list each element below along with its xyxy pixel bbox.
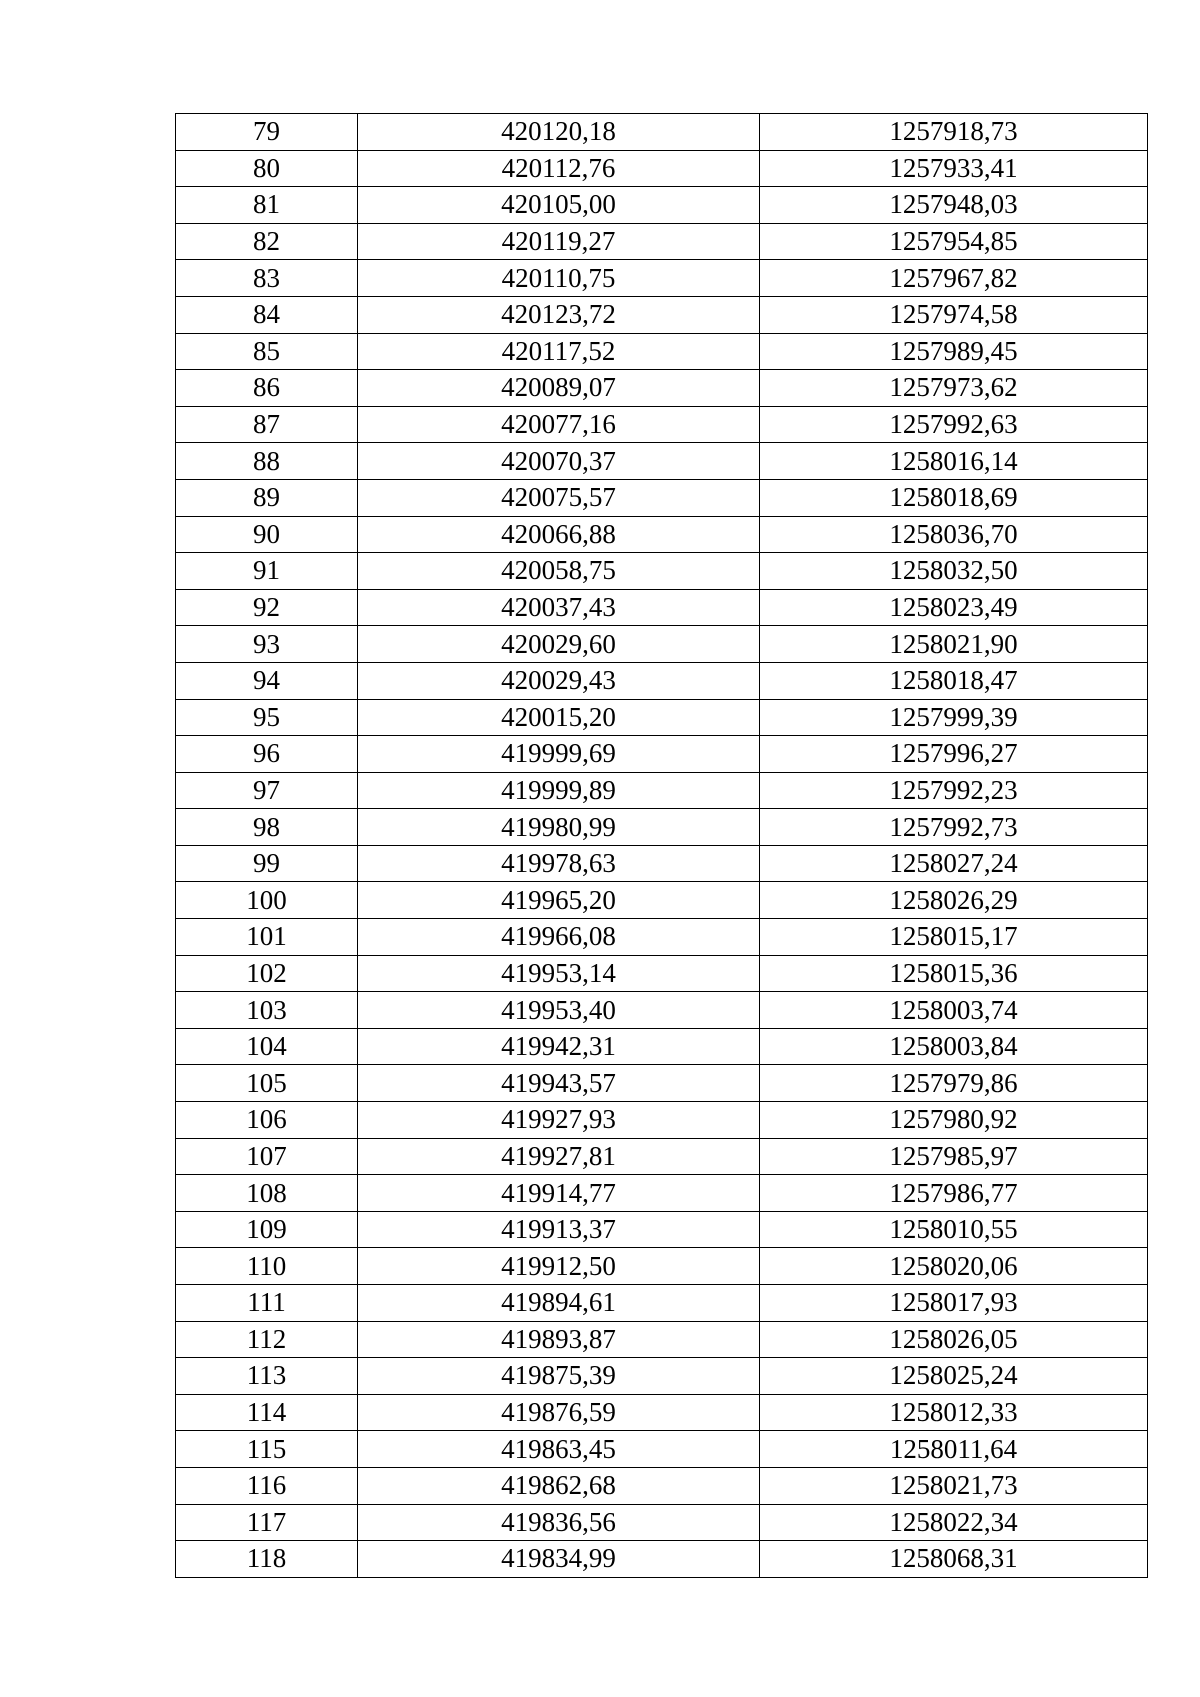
x-coordinate-cell: 420112,76 — [358, 150, 760, 187]
y-coordinate-cell: 1257954,85 — [760, 223, 1148, 260]
table-row — [176, 1541, 1148, 1578]
point-number-cell: 91 — [176, 553, 358, 590]
x-coordinate-cell: 420075,57 — [358, 479, 760, 516]
point-number-cell: 93 — [176, 626, 358, 663]
table-row — [176, 223, 1148, 260]
x-coordinate-cell: 419894,61 — [358, 1285, 760, 1322]
point-number-cell: 109 — [176, 1211, 358, 1248]
table-row — [176, 406, 1148, 443]
table-row — [176, 772, 1148, 809]
x-coordinate-cell: 420037,43 — [358, 589, 760, 626]
x-coordinate-cell: 419966,08 — [358, 919, 760, 956]
point-number-cell: 106 — [176, 1102, 358, 1139]
y-coordinate-cell: 1257979,86 — [760, 1065, 1148, 1102]
point-number-cell: 95 — [176, 699, 358, 736]
coordinates-table — [175, 113, 1148, 1578]
y-coordinate-cell: 1258022,34 — [760, 1504, 1148, 1541]
x-coordinate-cell: 420029,60 — [358, 626, 760, 663]
table-row — [176, 955, 1148, 992]
y-coordinate-cell: 1258032,50 — [760, 553, 1148, 590]
table-row — [176, 479, 1148, 516]
y-coordinate-cell: 1258018,47 — [760, 662, 1148, 699]
point-number-cell: 96 — [176, 736, 358, 773]
table-row — [176, 736, 1148, 773]
point-number-cell: 84 — [176, 296, 358, 333]
x-coordinate-cell: 419862,68 — [358, 1467, 760, 1504]
y-coordinate-cell: 1258026,05 — [760, 1321, 1148, 1358]
table-row — [176, 1028, 1148, 1065]
y-coordinate-cell: 1258011,64 — [760, 1431, 1148, 1468]
x-coordinate-cell: 419834,99 — [358, 1541, 760, 1578]
table-row — [176, 516, 1148, 553]
point-number-cell: 94 — [176, 662, 358, 699]
table-row — [176, 1248, 1148, 1285]
y-coordinate-cell: 1258003,84 — [760, 1028, 1148, 1065]
y-coordinate-cell: 1258036,70 — [760, 516, 1148, 553]
y-coordinate-cell: 1257992,73 — [760, 809, 1148, 846]
point-number-cell: 99 — [176, 845, 358, 882]
point-number-cell: 83 — [176, 260, 358, 297]
x-coordinate-cell: 419953,14 — [358, 955, 760, 992]
table-row — [176, 882, 1148, 919]
y-coordinate-cell: 1258015,17 — [760, 919, 1148, 956]
table-row — [176, 443, 1148, 480]
table-row — [176, 333, 1148, 370]
table-row — [176, 992, 1148, 1029]
x-coordinate-cell: 419893,87 — [358, 1321, 760, 1358]
x-coordinate-cell: 420110,75 — [358, 260, 760, 297]
point-number-cell: 103 — [176, 992, 358, 1029]
y-coordinate-cell: 1258003,74 — [760, 992, 1148, 1029]
point-number-cell: 114 — [176, 1394, 358, 1431]
x-coordinate-cell: 419942,31 — [358, 1028, 760, 1065]
point-number-cell: 117 — [176, 1504, 358, 1541]
table-row — [176, 626, 1148, 663]
point-number-cell: 112 — [176, 1321, 358, 1358]
point-number-cell: 113 — [176, 1358, 358, 1395]
y-coordinate-cell: 1257992,23 — [760, 772, 1148, 809]
point-number-cell: 82 — [176, 223, 358, 260]
y-coordinate-cell: 1257986,77 — [760, 1175, 1148, 1212]
x-coordinate-cell: 420123,72 — [358, 296, 760, 333]
y-coordinate-cell: 1258027,24 — [760, 845, 1148, 882]
x-coordinate-cell: 419912,50 — [358, 1248, 760, 1285]
point-number-cell: 110 — [176, 1248, 358, 1285]
y-coordinate-cell: 1257992,63 — [760, 406, 1148, 443]
table-row — [176, 150, 1148, 187]
point-number-cell: 108 — [176, 1175, 358, 1212]
point-number-cell: 79 — [176, 114, 358, 151]
point-number-cell: 100 — [176, 882, 358, 919]
point-number-cell: 87 — [176, 406, 358, 443]
x-coordinate-cell: 420070,37 — [358, 443, 760, 480]
point-number-cell: 101 — [176, 919, 358, 956]
y-coordinate-cell: 1258015,36 — [760, 955, 1148, 992]
x-coordinate-cell: 419914,77 — [358, 1175, 760, 1212]
x-coordinate-cell: 419876,59 — [358, 1394, 760, 1431]
table-row — [176, 1321, 1148, 1358]
point-number-cell: 90 — [176, 516, 358, 553]
table-row — [176, 553, 1148, 590]
x-coordinate-cell: 419999,89 — [358, 772, 760, 809]
x-coordinate-cell: 419927,93 — [358, 1102, 760, 1139]
point-number-cell: 92 — [176, 589, 358, 626]
point-number-cell: 111 — [176, 1285, 358, 1322]
point-number-cell: 97 — [176, 772, 358, 809]
point-number-cell: 107 — [176, 1138, 358, 1175]
table-row — [176, 1394, 1148, 1431]
y-coordinate-cell: 1257985,97 — [760, 1138, 1148, 1175]
x-coordinate-cell: 420105,00 — [358, 187, 760, 224]
y-coordinate-cell: 1258023,49 — [760, 589, 1148, 626]
table-row — [176, 370, 1148, 407]
point-number-cell: 80 — [176, 150, 358, 187]
y-coordinate-cell: 1257989,45 — [760, 333, 1148, 370]
table-row — [176, 919, 1148, 956]
table-row — [176, 699, 1148, 736]
x-coordinate-cell: 420089,07 — [358, 370, 760, 407]
y-coordinate-cell: 1258068,31 — [760, 1541, 1148, 1578]
x-coordinate-cell: 419863,45 — [358, 1431, 760, 1468]
x-coordinate-cell: 419836,56 — [358, 1504, 760, 1541]
point-number-cell: 89 — [176, 479, 358, 516]
table-row — [176, 589, 1148, 626]
x-coordinate-cell: 420066,88 — [358, 516, 760, 553]
x-coordinate-cell: 420058,75 — [358, 553, 760, 590]
y-coordinate-cell: 1257933,41 — [760, 150, 1148, 187]
y-coordinate-cell: 1257967,82 — [760, 260, 1148, 297]
table-row — [176, 1138, 1148, 1175]
point-number-cell: 102 — [176, 955, 358, 992]
x-coordinate-cell: 419927,81 — [358, 1138, 760, 1175]
x-coordinate-cell: 420117,52 — [358, 333, 760, 370]
table-row — [176, 1467, 1148, 1504]
table-row — [176, 845, 1148, 882]
y-coordinate-cell: 1258010,55 — [760, 1211, 1148, 1248]
table-row — [176, 260, 1148, 297]
point-number-cell: 86 — [176, 370, 358, 407]
point-number-cell: 98 — [176, 809, 358, 846]
table-row — [176, 809, 1148, 846]
y-coordinate-cell: 1258012,33 — [760, 1394, 1148, 1431]
point-number-cell: 105 — [176, 1065, 358, 1102]
point-number-cell: 85 — [176, 333, 358, 370]
y-coordinate-cell: 1258026,29 — [760, 882, 1148, 919]
y-coordinate-cell: 1258017,93 — [760, 1285, 1148, 1322]
point-number-cell: 104 — [176, 1028, 358, 1065]
coordinates-table-body — [176, 114, 1148, 1578]
table-row — [176, 187, 1148, 224]
table-row — [176, 662, 1148, 699]
y-coordinate-cell: 1258021,90 — [760, 626, 1148, 663]
y-coordinate-cell: 1257980,92 — [760, 1102, 1148, 1139]
y-coordinate-cell: 1257974,58 — [760, 296, 1148, 333]
x-coordinate-cell: 420015,20 — [358, 699, 760, 736]
point-number-cell: 81 — [176, 187, 358, 224]
table-row — [176, 1175, 1148, 1212]
table-row — [176, 1065, 1148, 1102]
table-row — [176, 114, 1148, 151]
point-number-cell: 115 — [176, 1431, 358, 1468]
x-coordinate-cell: 420029,43 — [358, 662, 760, 699]
point-number-cell: 118 — [176, 1541, 358, 1578]
y-coordinate-cell: 1257999,39 — [760, 699, 1148, 736]
table-row — [176, 1211, 1148, 1248]
y-coordinate-cell: 1258020,06 — [760, 1248, 1148, 1285]
y-coordinate-cell: 1258016,14 — [760, 443, 1148, 480]
y-coordinate-cell: 1257996,27 — [760, 736, 1148, 773]
y-coordinate-cell: 1257918,73 — [760, 114, 1148, 151]
point-number-cell: 88 — [176, 443, 358, 480]
x-coordinate-cell: 419980,99 — [358, 809, 760, 846]
table-row — [176, 1358, 1148, 1395]
x-coordinate-cell: 419953,40 — [358, 992, 760, 1029]
x-coordinate-cell: 420120,18 — [358, 114, 760, 151]
table-row — [176, 1504, 1148, 1541]
table-row — [176, 1431, 1148, 1468]
y-coordinate-cell: 1258025,24 — [760, 1358, 1148, 1395]
x-coordinate-cell: 419965,20 — [358, 882, 760, 919]
table-row — [176, 296, 1148, 333]
x-coordinate-cell: 419875,39 — [358, 1358, 760, 1395]
x-coordinate-cell: 420119,27 — [358, 223, 760, 260]
table-row — [176, 1285, 1148, 1322]
x-coordinate-cell: 419999,69 — [358, 736, 760, 773]
y-coordinate-cell: 1257948,03 — [760, 187, 1148, 224]
x-coordinate-cell: 419913,37 — [358, 1211, 760, 1248]
y-coordinate-cell: 1258018,69 — [760, 479, 1148, 516]
y-coordinate-cell: 1258021,73 — [760, 1467, 1148, 1504]
y-coordinate-cell: 1257973,62 — [760, 370, 1148, 407]
x-coordinate-cell: 419978,63 — [358, 845, 760, 882]
x-coordinate-cell: 420077,16 — [358, 406, 760, 443]
table-row — [176, 1102, 1148, 1139]
x-coordinate-cell: 419943,57 — [358, 1065, 760, 1102]
point-number-cell: 116 — [176, 1467, 358, 1504]
